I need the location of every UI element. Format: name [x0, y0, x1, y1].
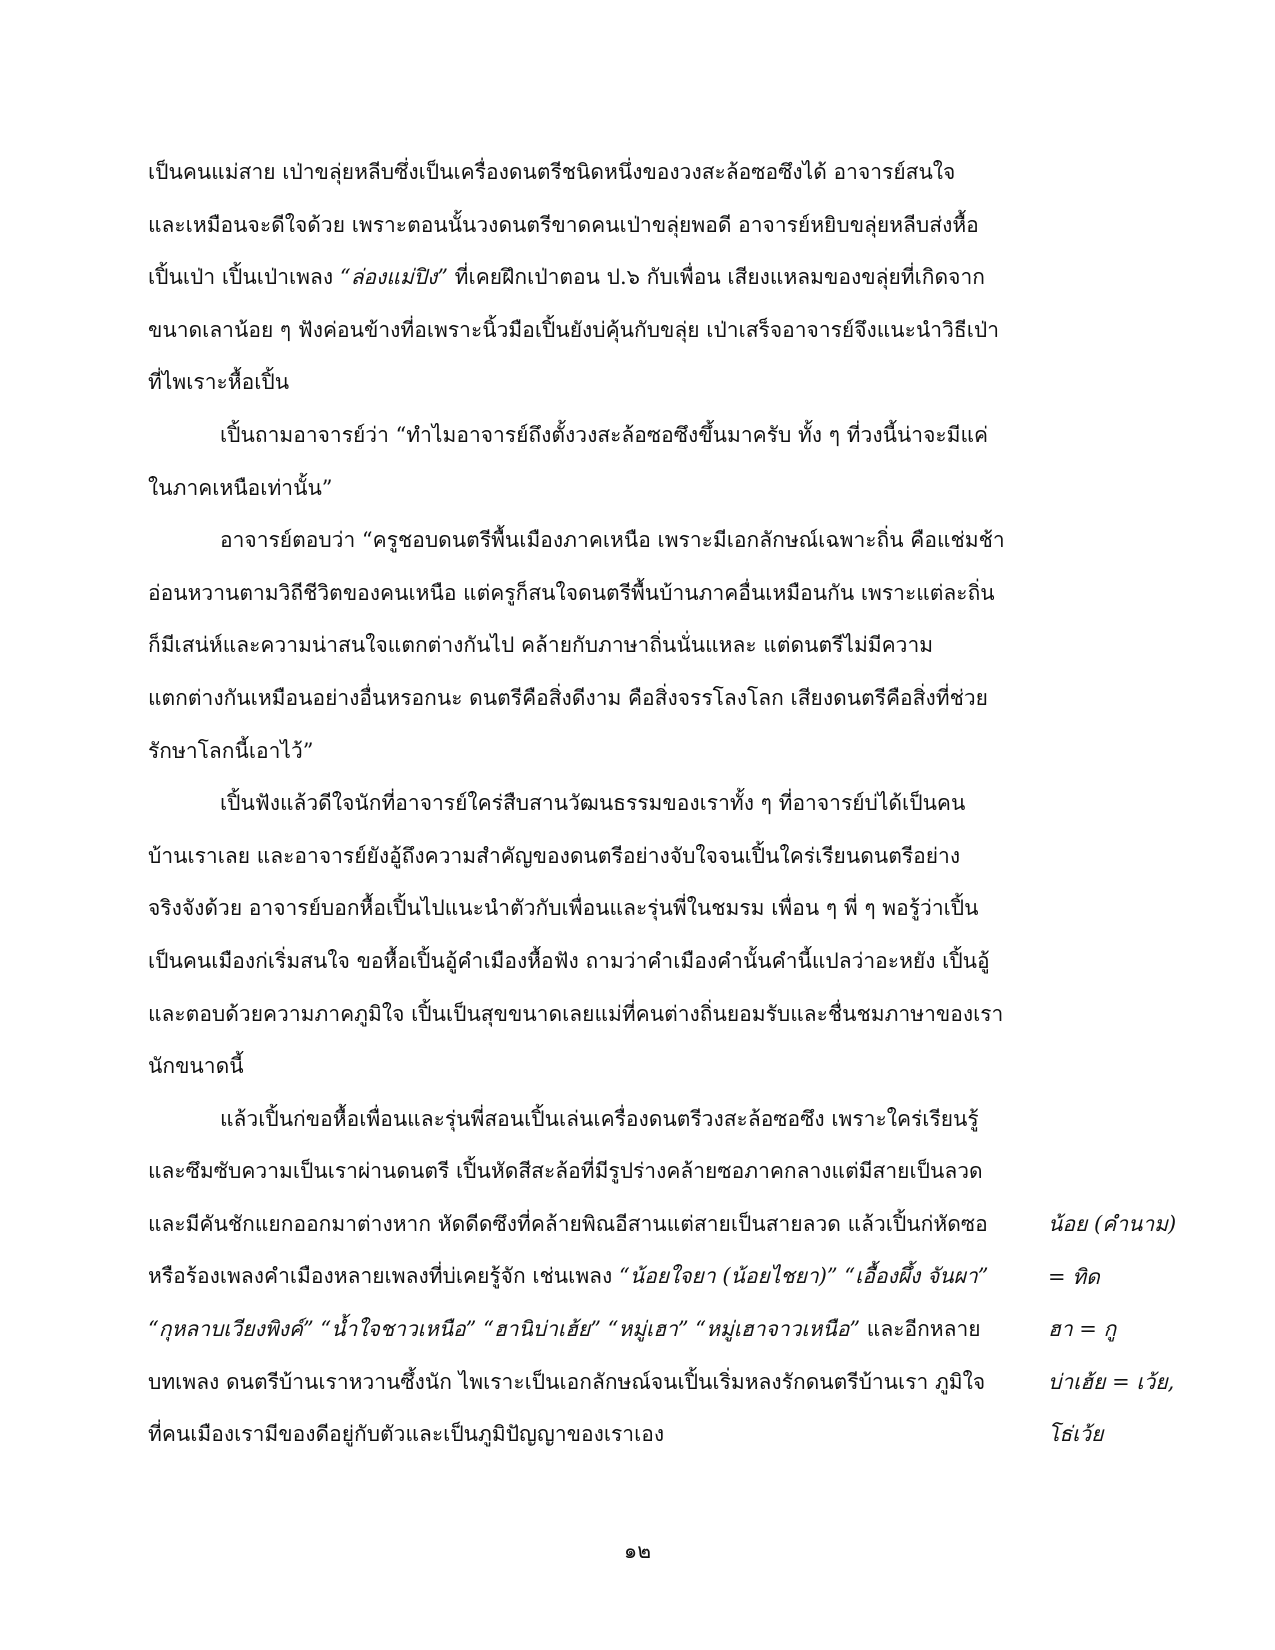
song-title: “หมู่เฮา” — [607, 1317, 689, 1342]
paragraph — [148, 1093, 1008, 1461]
text-line — [148, 1303, 1008, 1356]
text-run: ในภาคเหนือเท่านั้น” — [148, 475, 333, 500]
text-line — [148, 1250, 1008, 1303]
text-run: เปิ้นถามอาจารย์ว่า “ทำไมอาจารย์ถึงตั้งวงสะล้อซอซึงขึ้นมาครับ ทั้ง ๆ ที่วงนี้น่าจะมีแค่ — [220, 422, 989, 447]
glossary-line: โธ่เว้ย — [1048, 1422, 1104, 1447]
song-title: “เอื้องผึ้ง จันผา” — [844, 1264, 989, 1289]
glossary-line: = ทิด — [1048, 1264, 1100, 1289]
text-line — [148, 830, 1008, 883]
text-run: เป็นคนแม่สาย เป่าขลุ่ยหลีบซึ่งเป็นเครื่องดนตรีชนิดหนึ่งของวงสะล้อซอซึงได้ อาจารย์สนใจ — [148, 160, 956, 184]
text-run: และมีคันชักแยกออกมาต่างหาก หัดดีดซึงที่คล้ายพิณอีสานแต่สายเป็นสายลวด แล้วเปิ้นก่หัดซอ — [148, 1211, 988, 1236]
text-line — [148, 251, 1008, 304]
text-line — [148, 462, 1008, 515]
text-line — [148, 725, 1008, 778]
text-line — [148, 777, 1008, 830]
text-line — [148, 935, 1008, 988]
text-run: ก็มีเสน่ห์และความน่าสนใจแตกต่างกันไป คล้ายกับภาษาถิ่นนั่นแหละ แต่ดนตรีไม่มีความ — [148, 633, 934, 658]
text-run: ที่คนเมืองเรามีของดีอยู่กับตัวและเป็นภูมิปัญญาของเราเอง — [148, 1422, 665, 1447]
paragraph — [148, 409, 1008, 514]
text-run: เปิ้นฟังแล้วดีใจนักที่อาจารย์ใคร่สืบสานวัฒนธรรมของเราทั้ง ๆ ที่อาจารย์บ่ได้เป็นคน — [220, 791, 966, 816]
song-title: “ฮานิบ่าเฮ้ย” — [483, 1317, 601, 1342]
text-line — [148, 514, 1008, 567]
text-run: ที่ไพเราะหื้อเปิ้น — [148, 370, 290, 395]
text-run: แตกต่างกันเหมือนอย่างอื่นหรอกนะ ดนตรีคือสิ่งดีงาม คือสิ่งจรรโลงโลก เสียงดนตรีคือสิ่งที่ช่วย — [148, 685, 988, 710]
text-run: และอีกหลาย — [860, 1317, 981, 1342]
text-run — [601, 1317, 608, 1341]
text-line — [148, 199, 1008, 252]
glossary-sidebar — [1048, 1198, 1248, 1461]
text-run: รักษาโลกนี้เอาไว้” — [148, 738, 314, 763]
text-line — [148, 356, 1008, 409]
text-run: และเหมือนจะดีใจด้วย เพราะตอนนั้นวงดนตรีขาดคนเป่าขลุ่ยพอดี อาจารย์หยิบขลุ่ยหลีบส่งหื้อ — [148, 212, 979, 237]
text-run: อาจารย์ตอบว่า “ครูชอบดนตรีพื้นเมืองภาคเหนือ เพราะมีเอกลักษณ์เฉพาะถิ่น คือแช่มช้า — [220, 528, 1005, 553]
body-text — [148, 146, 1008, 1461]
text-line — [148, 1093, 1008, 1146]
song-title: “หมู่เฮาจาวเหนือ” — [695, 1317, 861, 1342]
text-line — [148, 1145, 1008, 1198]
text-run: บทเพลง ดนตรีบ้านเราหวานซึ้งนัก ไพเราะเป็นเอกลักษณ์จนเปิ้นเริ่มหลงรักดนตรีบ้านเรา ภูมิใจ — [148, 1369, 986, 1394]
text-run: ที่เคยฝึกเป่าตอน ป.๖ กับเพื่อน เสียงแหลมของขลุ่ยที่เกิดจาก — [448, 265, 985, 290]
text-line — [148, 146, 1008, 199]
text-run: นักขนาดนี้ — [148, 1054, 244, 1079]
paragraph — [148, 514, 1008, 777]
page-number: ๑๒ — [623, 1539, 652, 1563]
text-line — [148, 882, 1008, 935]
text-run: หรือร้องเพลงคำเมืองหลายเพลงที่บ่เคยรู้จัก เช่นเพลง — [148, 1264, 619, 1289]
text-line — [148, 1356, 1008, 1409]
text-run: เป็นคนเมืองก่เริ่มสนใจ ขอหื้อเปิ้นอู้คำเมืองหื้อฟัง ถามว่าคำเมืองคำนั้นคำนี้แปลว่าอะหยัง เปิ้นอู้ — [148, 948, 990, 973]
text-run: จริงจังด้วย อาจารย์บอกหื้อเปิ้นไปแนะนำตัวกับเพื่อนและรุ่นพี่ในชมรม เพื่อน ๆ พี่ ๆ พอรู้ว่าเปิ้น — [148, 896, 979, 921]
text-line — [148, 1040, 1008, 1093]
song-title: “ล่องแม่ปิง” — [339, 265, 448, 290]
text-line — [148, 567, 1008, 620]
text-run: ขนาดเลาน้อย ๆ ฟังค่อนข้างที่อเพราะนิ้วมือเปิ้นยังบ่คุ้นกับขลุ่ย เป่าเสร็จอาจารย์จึงแนะนำวิธีเป่า — [148, 317, 1000, 342]
text-line — [148, 619, 1008, 672]
song-title: “น้อยใจยา (น้อยไชยา)” — [618, 1264, 838, 1289]
text-line — [148, 672, 1008, 725]
glossary-line: น้อย (คำนาม) — [1048, 1212, 1177, 1236]
text-line — [148, 1198, 1008, 1251]
text-run: และตอบด้วยความภาคภูมิใจ เปิ้นเป็นสุขขนาดเลยแม่ที่คนต่างถิ่นยอมรับและชื่นชมภาษาของเรา — [148, 1001, 1004, 1026]
text-run: และซึมซับความเป็นเราผ่านดนตรี เปิ้นหัดสีสะล้อที่มีรูปร่างคล้ายซอภาคกลางแต่มีสายเป็นลวด — [148, 1159, 983, 1184]
text-run: แล้วเปิ้นก่ขอหื้อเพื่อนและรุ่นพี่สอนเปิ้นเล่นเครื่องดนตรีวงสะล้อซอซึง เพราะใคร่เรียนรู้ — [220, 1106, 979, 1131]
song-title: “กุหลาบเวียงพิงค์” — [148, 1317, 314, 1342]
text-run: เปิ้นเป่า เปิ้นเป่าเพลง — [148, 265, 340, 290]
glossary-line: บ่าเฮ้ย = เว้ย, — [1048, 1369, 1175, 1394]
text-run: อ่อนหวานตามวิถีชีวิตของคนเหนือ แต่ครูก็สนใจดนตรีพื้นบ้านภาคอื่นเหมือนกัน เพราะแต่ละถิ่น — [148, 580, 995, 605]
text-line — [148, 1408, 1008, 1461]
paragraph — [148, 146, 1008, 409]
text-line — [148, 988, 1008, 1041]
song-title: “น้ำใจชาวเหนือ” — [320, 1317, 477, 1342]
paragraph — [148, 777, 1008, 1093]
text-line — [148, 409, 1008, 462]
glossary-line: ฮา = กู — [1048, 1317, 1117, 1342]
text-line — [148, 304, 1008, 357]
text-run: บ้านเราเลย และอาจารย์ยังอู้ถึงความสำคัญของดนตรีอย่างจับใจจนเปิ้นใคร่เรียนดนตรีอย่าง — [148, 843, 961, 868]
